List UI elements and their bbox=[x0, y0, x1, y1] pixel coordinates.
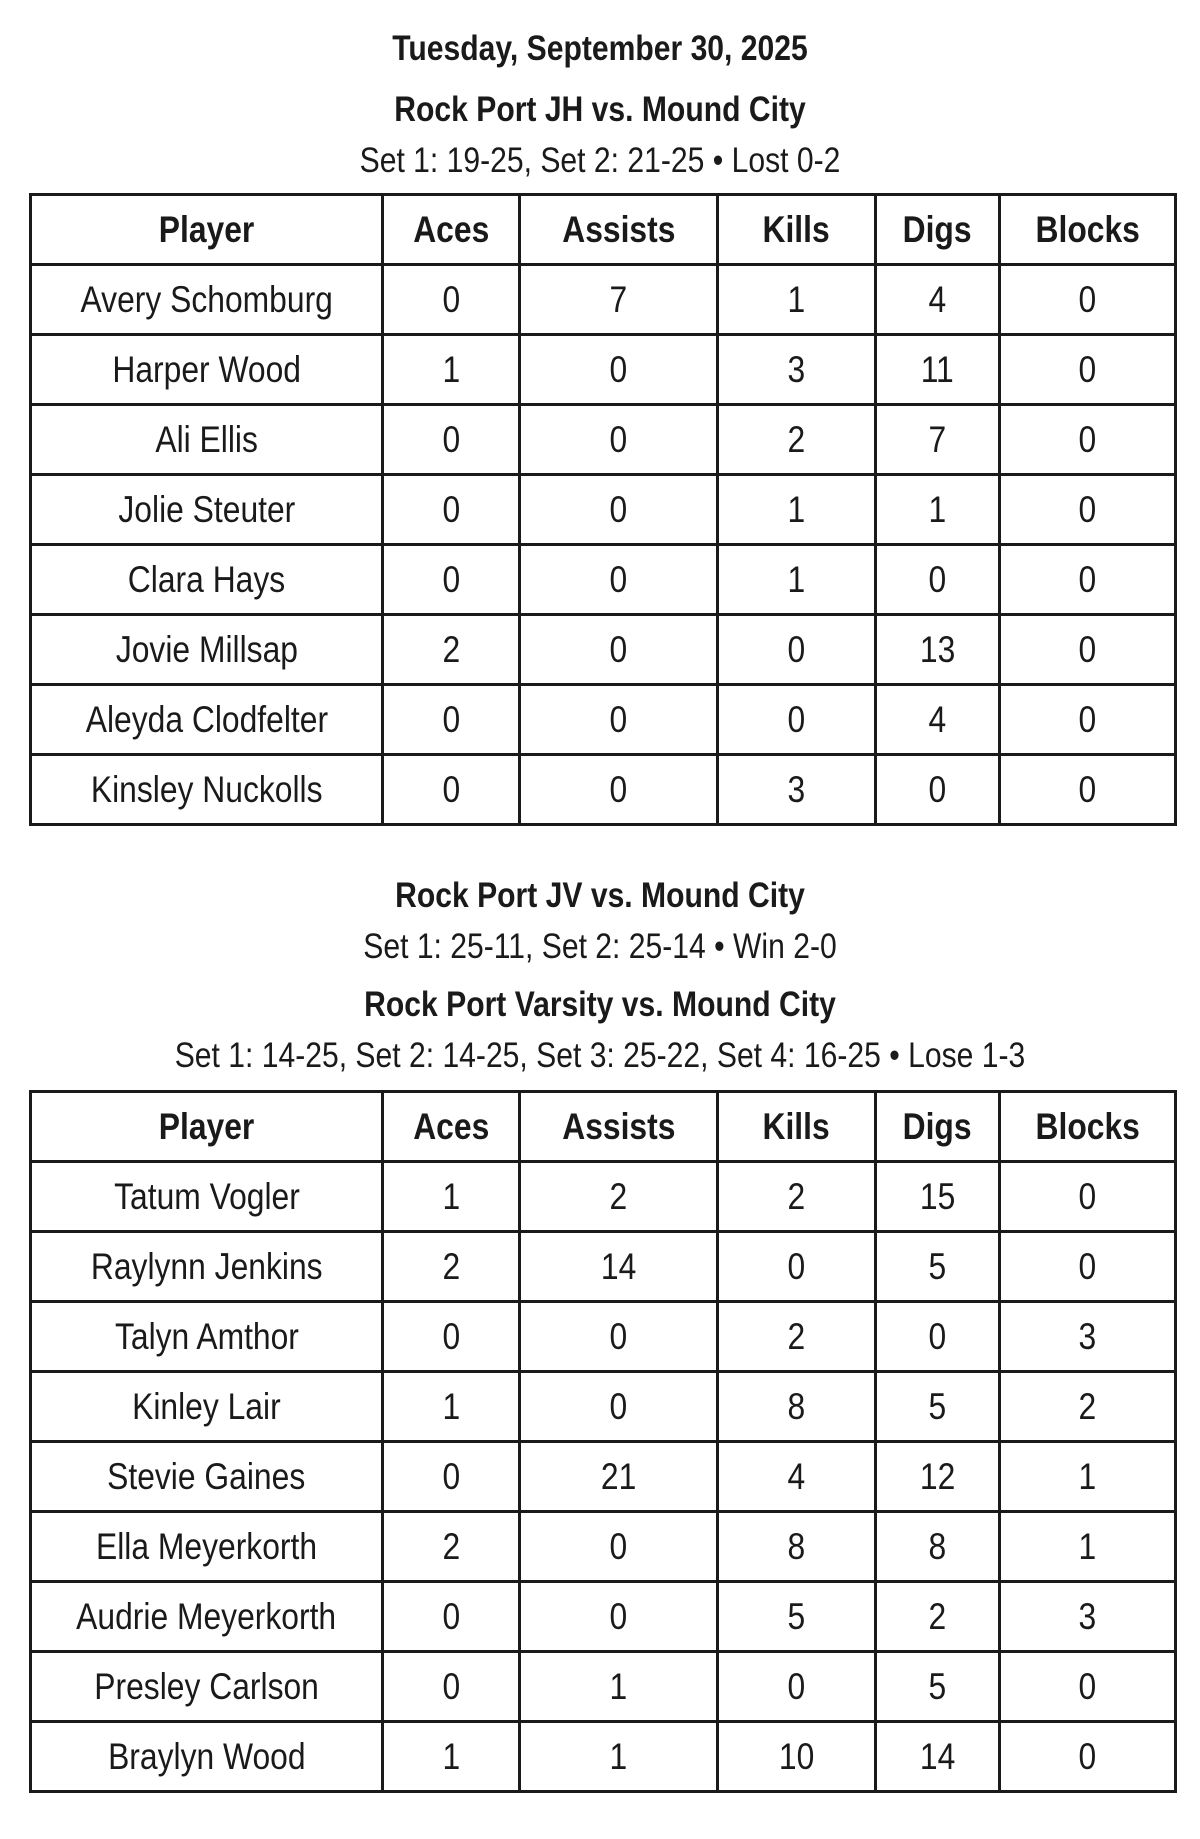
varsity-stats-table bbox=[29, 1090, 1177, 1793]
stat-cell bbox=[383, 1722, 520, 1792]
player-name-cell bbox=[31, 405, 383, 475]
stat-cell bbox=[1000, 615, 1176, 685]
player-name: Aleyda Clodfelter bbox=[85, 698, 328, 740]
stat-value: 15 bbox=[919, 1175, 956, 1217]
stat-value: 2 bbox=[787, 1175, 806, 1217]
player-name-cell bbox=[31, 265, 383, 335]
player-name-cell bbox=[31, 545, 383, 615]
stat-value: 0 bbox=[442, 278, 460, 320]
stat-value: 2 bbox=[928, 1595, 947, 1637]
stat-value: 7 bbox=[928, 418, 947, 460]
player-name-cell bbox=[31, 1652, 383, 1722]
player-name-cell bbox=[31, 1162, 383, 1232]
stat-value: 0 bbox=[1078, 418, 1097, 460]
header-row bbox=[31, 195, 1176, 265]
column-header bbox=[876, 1092, 1000, 1162]
stat-value: 2 bbox=[442, 1245, 460, 1287]
stat-cell bbox=[1000, 1372, 1176, 1442]
stat-cell bbox=[383, 755, 520, 825]
stat-cell bbox=[876, 755, 1000, 825]
stat-cell bbox=[876, 1582, 1000, 1652]
player-name-cell bbox=[31, 475, 383, 545]
stat-value: 4 bbox=[928, 698, 947, 740]
stat-value: 0 bbox=[609, 1525, 628, 1567]
stat-cell bbox=[718, 1162, 876, 1232]
stat-cell bbox=[383, 1582, 520, 1652]
jv-match-title: Rock Port JV vs. Mound City bbox=[395, 876, 805, 915]
stat-value: 1 bbox=[1078, 1455, 1097, 1497]
stat-value: 0 bbox=[1078, 1245, 1097, 1287]
stat-cell bbox=[520, 1442, 718, 1512]
player-name-cell bbox=[31, 335, 383, 405]
stat-value: 0 bbox=[609, 768, 628, 810]
stat-cell bbox=[876, 265, 1000, 335]
stat-value: 5 bbox=[787, 1595, 806, 1637]
stat-cell bbox=[520, 1302, 718, 1372]
stat-cell bbox=[876, 1302, 1000, 1372]
stat-cell bbox=[383, 1302, 520, 1372]
column-header bbox=[383, 195, 520, 265]
stat-value: 1 bbox=[609, 1735, 628, 1777]
stat-cell bbox=[1000, 545, 1176, 615]
player-name-cell bbox=[31, 1372, 383, 1442]
table-row bbox=[31, 475, 1176, 545]
stat-cell bbox=[520, 685, 718, 755]
stat-cell bbox=[718, 265, 876, 335]
player-name: Jolie Steuter bbox=[118, 488, 295, 530]
varsity-match-result: Set 1: 14-25, Set 2: 14-25, Set 3: 25-22, Set 4: 16-25 • Lose 1-3 bbox=[174, 1036, 1026, 1075]
stat-value: 4 bbox=[928, 278, 947, 320]
stat-value: 0 bbox=[787, 1245, 806, 1287]
stat-cell bbox=[383, 1652, 520, 1722]
stat-value: 12 bbox=[919, 1455, 956, 1497]
stat-cell bbox=[876, 1442, 1000, 1512]
stat-value: 0 bbox=[787, 628, 806, 670]
stat-value: 11 bbox=[920, 348, 955, 390]
stat-cell bbox=[520, 1372, 718, 1442]
jh-stats-table bbox=[29, 193, 1177, 826]
stat-cell bbox=[718, 1442, 876, 1512]
column-header bbox=[1000, 1092, 1176, 1162]
stat-cell bbox=[383, 1232, 520, 1302]
stat-cell bbox=[520, 265, 718, 335]
stat-cell bbox=[520, 755, 718, 825]
stat-value: 8 bbox=[787, 1385, 806, 1427]
stat-cell bbox=[718, 1582, 876, 1652]
stat-cell bbox=[876, 335, 1000, 405]
stat-cell bbox=[718, 1232, 876, 1302]
stat-value: 1 bbox=[442, 1175, 460, 1217]
column-header-label: Blocks bbox=[1035, 208, 1140, 250]
column-header bbox=[520, 195, 718, 265]
stat-value: 0 bbox=[928, 1315, 947, 1357]
player-name: Audrie Meyerkorth bbox=[76, 1595, 337, 1637]
column-header bbox=[31, 195, 383, 265]
stat-cell bbox=[383, 1512, 520, 1582]
stat-cell bbox=[1000, 405, 1176, 475]
column-header-label: Kills bbox=[762, 208, 831, 250]
column-header-label: Kills bbox=[762, 1105, 831, 1147]
stat-cell bbox=[520, 1722, 718, 1792]
stat-value: 0 bbox=[442, 418, 460, 460]
player-name-cell bbox=[31, 1512, 383, 1582]
stat-cell bbox=[1000, 1582, 1176, 1652]
stat-cell bbox=[718, 335, 876, 405]
player-name: Avery Schomburg bbox=[80, 278, 333, 320]
stat-value: 0 bbox=[1078, 1735, 1097, 1777]
jv-match-result: Set 1: 25-11, Set 2: 25-14 • Win 2-0 bbox=[363, 927, 837, 966]
table-row bbox=[31, 685, 1176, 755]
stat-value: 1 bbox=[787, 278, 806, 320]
stat-cell bbox=[1000, 755, 1176, 825]
stat-cell bbox=[1000, 1162, 1176, 1232]
stat-cell bbox=[383, 265, 520, 335]
player-name: Harper Wood bbox=[112, 348, 301, 390]
stat-cell bbox=[1000, 1722, 1176, 1792]
player-name: Clara Hays bbox=[127, 558, 286, 600]
stat-cell bbox=[876, 1512, 1000, 1582]
stat-value: 0 bbox=[928, 558, 947, 600]
stat-cell bbox=[383, 615, 520, 685]
stat-cell bbox=[520, 1512, 718, 1582]
stat-cell bbox=[876, 545, 1000, 615]
stat-cell bbox=[718, 1512, 876, 1582]
stat-value: 0 bbox=[1078, 628, 1097, 670]
stat-value: 10 bbox=[778, 1735, 815, 1777]
stat-cell bbox=[383, 545, 520, 615]
stat-cell bbox=[718, 755, 876, 825]
stat-value: 13 bbox=[919, 628, 956, 670]
column-header-label: Assists bbox=[561, 208, 676, 250]
stat-cell bbox=[520, 1232, 718, 1302]
stat-cell bbox=[876, 1232, 1000, 1302]
stat-cell bbox=[1000, 335, 1176, 405]
stat-value: 0 bbox=[928, 768, 947, 810]
table-row bbox=[31, 755, 1176, 825]
stat-value: 8 bbox=[787, 1525, 806, 1567]
table-row bbox=[31, 1442, 1176, 1512]
table-row bbox=[31, 1232, 1176, 1302]
player-name: Talyn Amthor bbox=[114, 1315, 299, 1357]
column-header bbox=[520, 1092, 718, 1162]
player-name-cell bbox=[31, 1442, 383, 1512]
stat-cell bbox=[383, 1372, 520, 1442]
stat-cell bbox=[383, 405, 520, 475]
stat-cell bbox=[876, 1162, 1000, 1232]
stat-value: 0 bbox=[442, 1665, 460, 1707]
stat-value: 1 bbox=[787, 488, 806, 530]
table-row bbox=[31, 615, 1176, 685]
stat-cell bbox=[520, 475, 718, 545]
stat-value: 5 bbox=[928, 1245, 947, 1287]
player-name: Kinsley Nuckolls bbox=[90, 768, 323, 810]
stat-value: 0 bbox=[1078, 1665, 1097, 1707]
stat-value: 1 bbox=[442, 348, 460, 390]
jh-table-header bbox=[31, 195, 1176, 265]
stat-cell bbox=[520, 1582, 718, 1652]
stat-cell bbox=[383, 475, 520, 545]
stat-value: 7 bbox=[609, 278, 628, 320]
stat-cell bbox=[718, 685, 876, 755]
stat-value: 2 bbox=[442, 628, 460, 670]
stat-value: 5 bbox=[928, 1385, 947, 1427]
player-name: Presley Carlson bbox=[94, 1665, 319, 1707]
stat-value: 8 bbox=[928, 1525, 947, 1567]
stat-value: 1 bbox=[442, 1385, 460, 1427]
stat-cell bbox=[718, 1652, 876, 1722]
table-row bbox=[31, 545, 1176, 615]
stat-cell bbox=[876, 615, 1000, 685]
column-header-label: Digs bbox=[903, 208, 972, 250]
stat-cell bbox=[1000, 475, 1176, 545]
table-row bbox=[31, 1652, 1176, 1722]
stat-value: 1 bbox=[787, 558, 806, 600]
stat-value: 2 bbox=[787, 418, 806, 460]
jh-table-body bbox=[31, 265, 1176, 825]
stat-cell bbox=[1000, 1232, 1176, 1302]
stat-value: 0 bbox=[609, 628, 628, 670]
stat-value: 2 bbox=[609, 1175, 628, 1217]
stat-cell bbox=[383, 335, 520, 405]
stat-cell bbox=[718, 1302, 876, 1372]
column-header-label: Aces bbox=[412, 1105, 490, 1147]
stat-cell bbox=[1000, 1512, 1176, 1582]
stat-value: 0 bbox=[609, 488, 628, 530]
stat-cell bbox=[520, 615, 718, 685]
stat-value: 0 bbox=[609, 1385, 628, 1427]
stat-cell bbox=[1000, 265, 1176, 335]
player-name: Jovie Millsap bbox=[115, 628, 298, 670]
table-row bbox=[31, 1162, 1176, 1232]
stat-cell bbox=[520, 405, 718, 475]
stat-cell bbox=[876, 405, 1000, 475]
column-header-label: Player bbox=[158, 1105, 255, 1147]
stat-cell bbox=[383, 1442, 520, 1512]
stat-value: 0 bbox=[787, 1665, 806, 1707]
stat-value: 0 bbox=[787, 698, 806, 740]
stat-value: 1 bbox=[1078, 1525, 1097, 1567]
stat-cell bbox=[718, 615, 876, 685]
stat-value: 1 bbox=[928, 488, 947, 530]
stat-value: 1 bbox=[609, 1665, 628, 1707]
stat-value: 0 bbox=[609, 1315, 628, 1357]
player-name-cell bbox=[31, 685, 383, 755]
stat-cell bbox=[1000, 1442, 1176, 1512]
game-date: Tuesday, September 30, 2025 bbox=[392, 29, 808, 68]
stat-value: 3 bbox=[787, 768, 806, 810]
stat-value: 0 bbox=[442, 1595, 460, 1637]
stat-value: 0 bbox=[609, 698, 628, 740]
stat-value: 3 bbox=[1078, 1315, 1097, 1357]
varsity-table-body bbox=[31, 1162, 1176, 1792]
stat-value: 0 bbox=[609, 558, 628, 600]
stat-cell bbox=[718, 475, 876, 545]
stat-value: 14 bbox=[919, 1735, 956, 1777]
column-header-label: Player bbox=[158, 208, 255, 250]
jh-match-title: Rock Port JH vs. Mound City bbox=[394, 90, 806, 129]
stat-cell bbox=[876, 475, 1000, 545]
player-name-cell bbox=[31, 615, 383, 685]
player-name: Ali Ellis bbox=[155, 418, 258, 460]
stat-value: 0 bbox=[442, 1455, 460, 1497]
table-row bbox=[31, 1372, 1176, 1442]
stat-value: 0 bbox=[609, 1595, 628, 1637]
stat-cell bbox=[383, 685, 520, 755]
stat-value: 0 bbox=[1078, 698, 1097, 740]
stat-value: 0 bbox=[1078, 278, 1097, 320]
stat-value: 4 bbox=[787, 1455, 806, 1497]
stat-value: 2 bbox=[1078, 1385, 1097, 1427]
stat-cell bbox=[520, 1652, 718, 1722]
column-header-label: Aces bbox=[412, 208, 490, 250]
stat-cell bbox=[718, 545, 876, 615]
varsity-table-header bbox=[31, 1092, 1176, 1162]
stat-cell bbox=[520, 335, 718, 405]
player-name: Kinley Lair bbox=[132, 1385, 281, 1427]
player-name-cell bbox=[31, 755, 383, 825]
stat-cell bbox=[383, 1162, 520, 1232]
table-row bbox=[31, 405, 1176, 475]
stat-cell bbox=[876, 1722, 1000, 1792]
column-header-label: Blocks bbox=[1035, 1105, 1140, 1147]
stat-value: 0 bbox=[442, 1315, 460, 1357]
stat-cell bbox=[520, 545, 718, 615]
column-header bbox=[718, 1092, 876, 1162]
stat-value: 0 bbox=[1078, 348, 1097, 390]
player-name-cell bbox=[31, 1722, 383, 1792]
player-name-cell bbox=[31, 1582, 383, 1652]
stat-value: 0 bbox=[1078, 768, 1097, 810]
player-name: Ella Meyerkorth bbox=[95, 1525, 318, 1567]
stat-cell bbox=[876, 1372, 1000, 1442]
header-row bbox=[31, 1092, 1176, 1162]
stat-cell bbox=[876, 685, 1000, 755]
stat-cell bbox=[1000, 1652, 1176, 1722]
stat-value: 21 bbox=[600, 1455, 637, 1497]
column-header bbox=[1000, 195, 1176, 265]
stat-value: 2 bbox=[787, 1315, 806, 1357]
stat-value: 0 bbox=[442, 768, 460, 810]
stat-value: 0 bbox=[1078, 1175, 1097, 1217]
table-row bbox=[31, 335, 1176, 405]
stat-value: 3 bbox=[1078, 1595, 1097, 1637]
stat-cell bbox=[718, 405, 876, 475]
stat-value: 3 bbox=[787, 348, 806, 390]
player-name: Stevie Gaines bbox=[107, 1455, 306, 1497]
column-header-label: Digs bbox=[903, 1105, 972, 1147]
player-name: Braylyn Wood bbox=[107, 1735, 306, 1777]
varsity-match-title: Rock Port Varsity vs. Mound City bbox=[364, 985, 836, 1024]
column-header bbox=[383, 1092, 520, 1162]
stat-value: 0 bbox=[442, 558, 460, 600]
stat-cell bbox=[1000, 685, 1176, 755]
stat-value: 2 bbox=[442, 1525, 460, 1567]
stat-cell bbox=[876, 1652, 1000, 1722]
player-name-cell bbox=[31, 1232, 383, 1302]
player-name-cell bbox=[31, 1302, 383, 1372]
stat-value: 1 bbox=[442, 1735, 460, 1777]
jh-match-result: Set 1: 19-25, Set 2: 21-25 • Lost 0-2 bbox=[359, 141, 841, 180]
stat-cell bbox=[520, 1162, 718, 1232]
table-row bbox=[31, 1722, 1176, 1792]
player-name: Tatum Vogler bbox=[113, 1175, 300, 1217]
stat-value: 0 bbox=[1078, 488, 1097, 530]
stat-value: 0 bbox=[609, 348, 628, 390]
stat-value: 0 bbox=[1078, 558, 1097, 600]
table-row bbox=[31, 1582, 1176, 1652]
table-row bbox=[31, 1302, 1176, 1372]
stat-cell bbox=[718, 1722, 876, 1792]
column-header bbox=[876, 195, 1000, 265]
stat-value: 5 bbox=[928, 1665, 947, 1707]
player-name: Raylynn Jenkins bbox=[90, 1245, 323, 1287]
column-header bbox=[718, 195, 876, 265]
column-header-label: Assists bbox=[561, 1105, 676, 1147]
stat-value: 14 bbox=[600, 1245, 637, 1287]
column-header bbox=[31, 1092, 383, 1162]
stat-cell bbox=[1000, 1302, 1176, 1372]
stat-value: 0 bbox=[609, 418, 628, 460]
table-row bbox=[31, 1512, 1176, 1582]
table-row bbox=[31, 265, 1176, 335]
stat-value: 0 bbox=[442, 698, 460, 740]
stat-value: 0 bbox=[442, 488, 460, 530]
stat-cell bbox=[718, 1372, 876, 1442]
